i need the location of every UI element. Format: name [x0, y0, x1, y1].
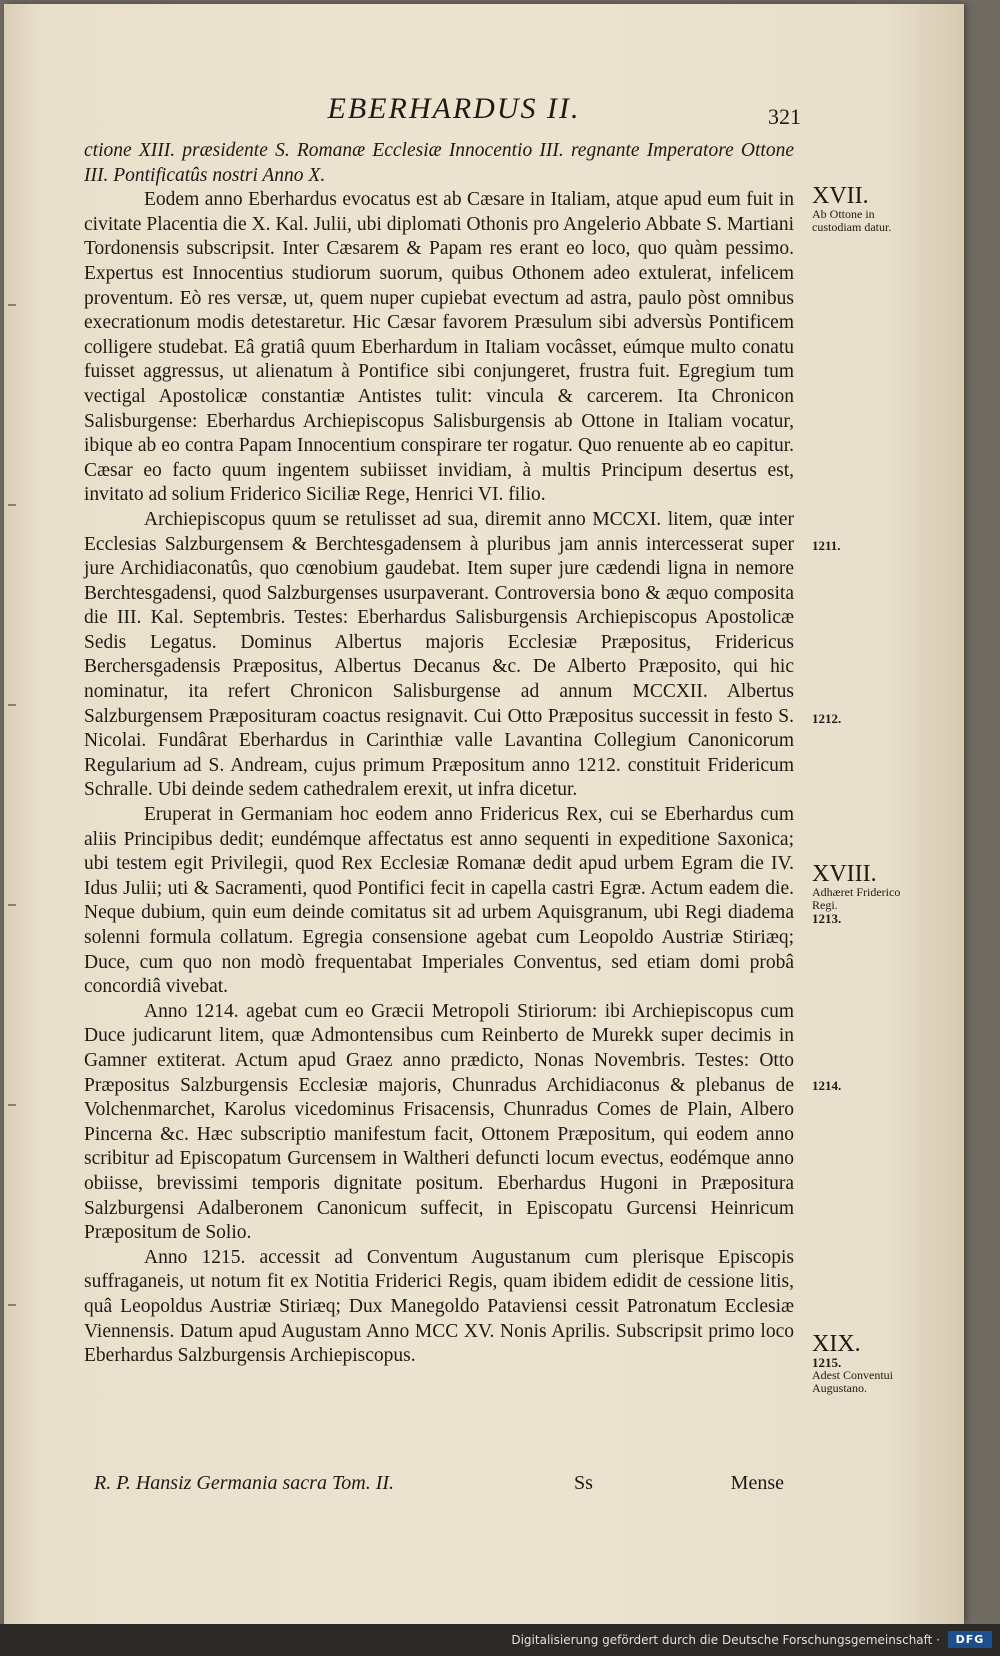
margin-note-xviii [812, 862, 922, 925]
signature-mark: Ss [574, 1472, 593, 1494]
margin-note-text: Adhæret Friderico Regi. [812, 885, 901, 912]
margin-year: 1211. [812, 538, 841, 553]
margin-year: 1213. [812, 911, 842, 926]
main-text-block [84, 139, 794, 1369]
paragraph-eruperat: Eruperat in Germaniam hoc eodem anno Fridericus Rex, cui se Eberhardus cum aliis Principibus dedit; eundémque affectatus est anno sequenti in expeditione Saxonica; ubi testem egit Privilegii, quod Rex Ecclesiæ Romanæ dedit apud urbem Egram die IV. Idus Julii; uti & Sacramenti, quod Pontifici fecit in capella castri Egræ. Actum eadem die. Neque dubium, quin eum deinde comitatus sit ad urbem Aquisgranum, ubi Regi diadema solenni formula collatum. Egregia consensione agebat cum Leopoldo Austriæ Stiriæq; Duce, cum quo non modò frequentabat Imperiales Conventus, sed etiam domi probâ concordiâ vivebat. [84, 804, 794, 998]
page-footer [94, 1472, 784, 1502]
margin-note-xix [812, 1332, 922, 1395]
margin-year: 1215. [812, 1355, 842, 1370]
dfg-logo-icon[interactable]: DFG [948, 1631, 992, 1648]
margin-note-text: Adest Conventui Augustano. [812, 1368, 893, 1395]
margin-year: 1214. [812, 1078, 842, 1093]
dfg-credit-bar [0, 1624, 1000, 1656]
page-number: 321 [768, 104, 801, 129]
catchword: Mense [730, 1472, 784, 1494]
margin-note-1211 [812, 539, 922, 552]
gutter-mark [8, 904, 16, 906]
margin-note-1212 [812, 712, 922, 725]
gutter-mark [8, 1304, 16, 1306]
paragraph-anno-1214: Anno 1214. agebat cum eo Græcii Metropoli Stiriorum: ibi Archiepiscopus cum Duce judicarunt litem, quæ Admontensibus cum Reinberto de Murekk super decimis in Gamner extiterat. Actum apud Graez anno prædicto, Nonas Novembris. Testes: Otto Præpositus Salzburgensis Ecclesiæ majoris, Chunradus Archidiaconus & plebanus de Volchenmarchet, Karolus vicedominus Frisacensis, Chunradus Comes de Plain, Albero Pincerna &c. Hæc subscriptio manifestum facit, Ottonem Præpositum, qui eodem anno scribitur ad Episcopatum Gurcensem in Waltheri defuncti locum evectus, eodémque anno obiisse, brevissimi temporis dignitate positum. Eberhardus Hugoni in Præpositura Salzburgensi Adalberonem Canonicum suffecit, in Episcopatu Gurcensi Heinricum Præpositum de Solio. [84, 1000, 794, 1244]
margin-note-xvii [812, 184, 922, 234]
paragraph-continuation: ctione XIII. præsidente S. Romanæ Ecclesiæ Innocentio III. regnante Imperatore Ottone III. Pontificatûs nostri Anno X. [84, 140, 794, 186]
margin-roman-numeral: XVIII. [812, 861, 877, 887]
paragraph-eodem-anno: Eodem anno Eberhardus evocatus est ab Cæsare in Italiam, atque apud eum fuit in civitate Placentia die X. Kal. Julii, ubi diplomati Othonis pro Angelerio Abbate S. Martiani Tordonensis subscripsit. Inter Cæsarem & Papam res erant eo loco, quo quàm pessimo. Expertus est Innocentius studiorum suorum, quibus Othonem adeo extulerat, infelicem proventum. Eò res versæ, ut, quem nuper cupiebat evectum ad astra, paulo pòst omnibus execrationum modis detestaretur. Hic Cæsar favorem Præsulum sibi adversùs Pontificem colligere studebat. Eâ gratiâ quum Eberhardum in Italiam vocâsset, eúmque multo conatu fuisset aggressus, ut alienatum à Pontifice sibi conjungeret, frustra fuit. Egregium tum vectigal Apostolicæ constantiæ Antistes tulit: vincula & carcerem. Ita Chronicon Salisburgense: Eberhardus Archiepiscopus Salisburgensis ab Ottone in Italiam vocatur, ibique ab eo contra Papam Innocentium conspirare ter rogatur. Quo renuente ab eo capitur. Cæsar eo facto quum ingentem subiisset invidiam, à multis Principum desertus est, invitato ad solium Friderico Siciliæ Rege, Henrici VI. filio. [84, 189, 794, 506]
gutter-mark [8, 504, 16, 506]
paragraph-anno-1215: Anno 1215. accessit ad Conventum Augustanum cum plerisque Episcopis suffraganeis, ut notum fit ex Notitia Friderici Regis, quam ibidem edidit de cessione litis, quâ Leopoldus Austriæ Stiriæq; Dux Manegoldo Pataviensi cessit Patronatum Ecclesiæ Viennensis. Datum apud Augustam Anno MCC XV. Nonis Aprilis. Subscripsit primo loco Eberhardus Salzburgensis Archiepiscopus. [84, 1246, 794, 1367]
margin-roman-numeral: XVII. [812, 183, 869, 209]
dfg-credit-text: Digitalisierung gefördert durch die Deutsche Forschungsgemeinschaft · [511, 1633, 940, 1647]
margin-note-text: Ab Ottone in custodiam datur. [812, 207, 892, 234]
running-head-title: EBERHARDUS II. [327, 92, 581, 125]
paragraph-archiepiscopus: Archiepiscopus quum se retulisset ad sua, diremit anno MCCXI. litem, quæ inter Ecclesias Salzburgensem & Berchtesgadensem à pluribus jam annis intercesserat super jure Archidiaconatûs, quo cœnobium gaudebat. Item super jure cædendi ligna in nemore Berchtesgadensi, quod Salzburgenses usurpaverant. Controversia bono & æquo composita die III. Kal. Septembris. Testes: Eberhardus Salisburgensis Archiepiscopus Apostolicæ Sedis Legatus. Dominus Albertus majoris Ecclesiæ Præpositus, Fridericus Berchersgadensis Præpositus, Albertus Decanus &c. De Alberto Præposito, qui hic nominatur, ita refert Chronicon Salisburgense ad annum MCCXII. Albertus Salzburgensem Præposituram coactus resignavit. Cui Otto Præpositus successit in festo S. Nicolai. Fundârat Eberhardus in Carinthiæ valle Lavantina Collegium Canonicorum Regularium ad S. Andream, cujus primum Præpositum anno 1212. constituit Fridericum Schralle. Ubi deinde sedem cathedralem erexit, ut infra dicetur. [84, 508, 794, 801]
gutter-mark [8, 704, 16, 706]
gutter-mark [8, 304, 16, 306]
book-page [4, 4, 964, 1624]
gutter-mark [8, 1104, 16, 1106]
margin-roman-numeral: XIX. [812, 1331, 861, 1357]
footer-source-line: R. P. Hansiz Germania sacra Tom. II. [94, 1472, 395, 1494]
margin-year: 1212. [812, 711, 842, 726]
margin-note-1214 [812, 1079, 922, 1092]
